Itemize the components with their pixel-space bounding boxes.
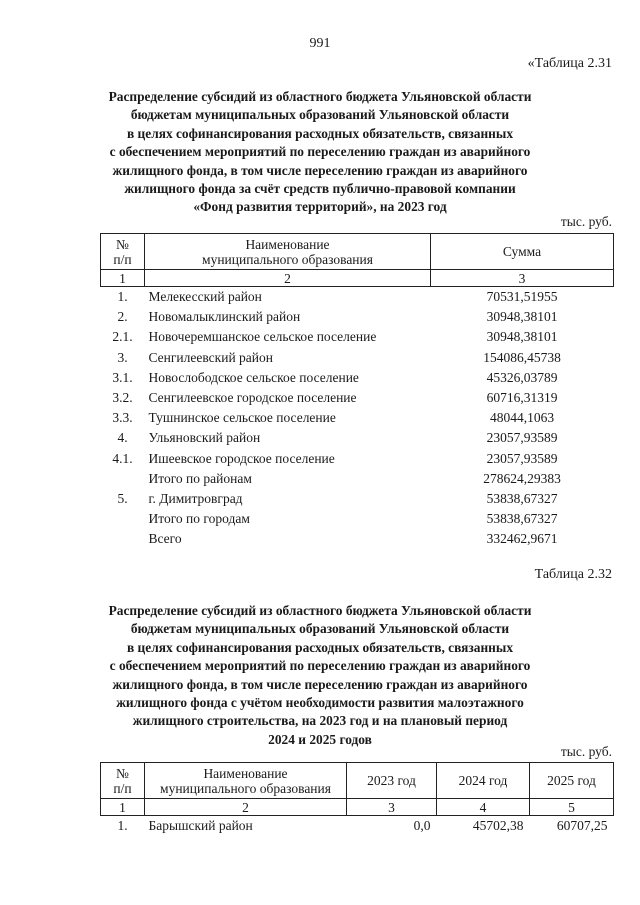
row-sum: 53838,67327: [486, 511, 558, 527]
header-num: [101, 234, 145, 270]
table-row: [101, 348, 614, 368]
title-line: жилищного фонда, в том числе переселению граждан из аварийного: [112, 676, 528, 692]
table-2-title: [100, 602, 540, 749]
column-number: 5: [530, 799, 614, 816]
column-number: 3: [347, 799, 437, 816]
row-number: 3.: [117, 349, 128, 365]
header-num-label: № п/п: [113, 765, 132, 796]
row-name: Новослободское сельское поселение: [148, 369, 359, 385]
column-number: 1: [101, 270, 145, 287]
row-number: [101, 469, 145, 489]
column-number: 4: [437, 799, 530, 816]
table-total-row: [101, 469, 614, 489]
table-2-unit: тыс. руб.: [560, 744, 612, 759]
table-row: [101, 287, 614, 308]
column-number: 2: [145, 270, 431, 287]
row-number: 3.2.: [112, 390, 133, 406]
column-number: 2: [145, 799, 347, 816]
row-number: [101, 529, 145, 549]
row-name: г. Димитровград: [148, 490, 243, 506]
header-2023: [347, 763, 437, 799]
column-number: 1: [101, 799, 145, 816]
row-sum: 30948,38101: [486, 329, 558, 345]
row-number: 4.1.: [112, 450, 133, 466]
title-line: жилищного фонда с учётом необходимости развития малоэтажного: [116, 695, 524, 711]
row-sum: 278624,29383: [483, 470, 561, 486]
table-1-unit: тыс. руб.: [560, 214, 612, 229]
header-2025-label: 2025 год: [547, 773, 596, 788]
header-2024: [437, 763, 530, 799]
row-sum: 30948,38101: [486, 309, 558, 325]
row-number: [101, 509, 145, 529]
table-1-column-numbers: [101, 270, 614, 287]
row-number: 4.: [117, 430, 128, 446]
table-row: [101, 368, 614, 388]
row-number: 2.: [117, 309, 128, 325]
table-2-header-row: [101, 763, 614, 799]
header-sum: [431, 234, 614, 270]
title-line: в целях софинансирования расходных обязательств, связанных: [126, 639, 514, 655]
row-2025: 60707,25: [556, 818, 608, 834]
table-2-reference: Таблица 2.32: [534, 567, 612, 582]
row-name: Мелекесский район: [148, 289, 262, 305]
header-name: [145, 234, 431, 270]
row-sum: 332462,9671: [486, 531, 558, 547]
row-sum: 48044,1063: [489, 410, 555, 426]
page-number: 991: [309, 36, 331, 51]
row-2023: 0,0: [413, 818, 431, 834]
row-sum: 60716,31319: [486, 390, 558, 406]
header-num-label: № п/п: [113, 236, 132, 267]
header-name-label: Наименование муниципального образования: [202, 236, 373, 267]
row-sum: 23057,93589: [486, 450, 558, 466]
row-sum: 154086,45738: [483, 349, 561, 365]
title-line: бюджетам муниципальных образований Ульяновской области: [130, 621, 510, 637]
row-number: 3.1.: [112, 369, 133, 385]
title-line: Распределение субсидий из областного бюджета Ульяновской области: [108, 89, 532, 104]
row-2024: 45702,38: [472, 818, 524, 834]
header-2023-label: 2023 год: [367, 773, 416, 788]
title-line: 2024 и 2025 годов: [268, 731, 372, 747]
row-number: 1.: [117, 289, 128, 305]
table-1: [100, 233, 614, 549]
table-total-row: [101, 529, 614, 549]
table-2-body: [101, 816, 614, 837]
table-1-title: [100, 88, 540, 217]
table-1-body: [101, 287, 614, 550]
row-sum: 23057,93589: [486, 430, 558, 446]
table-row: [101, 816, 614, 837]
row-sum: 45326,03789: [486, 369, 558, 385]
row-name: Итого по районам: [148, 470, 252, 486]
header-name: [145, 763, 347, 799]
table-1-header-row: [101, 234, 614, 270]
table-row: [101, 307, 614, 327]
row-name: Новочеремшанское сельское поселение: [148, 329, 377, 345]
table-row: [101, 428, 614, 448]
row-number: 3.3.: [112, 410, 133, 426]
row-number: 2.1.: [112, 329, 133, 345]
table-1-reference: «Таблица 2.31: [527, 56, 612, 71]
row-number: 5.: [117, 490, 128, 506]
table-row: [101, 327, 614, 347]
header-2024-label: 2024 год: [458, 773, 508, 788]
table-row: [101, 408, 614, 428]
title-line: бюджетам муниципальных образований Ульяновской области: [130, 107, 510, 123]
title-line: жилищного фонда, в том числе переселению граждан из аварийного: [112, 162, 528, 178]
title-line: в целях софинансирования расходных обязательств, связанных: [126, 125, 514, 141]
table-2-column-numbers: [101, 799, 614, 816]
title-line: жилищного строительства, на 2023 год и на плановый период: [132, 713, 508, 729]
row-name: Ульяновский район: [148, 430, 261, 446]
header-sum-label: Сумма: [502, 244, 542, 259]
row-name: Барышский район: [148, 818, 253, 834]
row-name: Всего: [148, 531, 182, 547]
row-sum: 70531,51955: [486, 289, 558, 305]
header-2025: [530, 763, 614, 799]
row-name: Ишеевское городское поселение: [148, 450, 335, 466]
title-line: с обеспечением мероприятий по переселению граждан из аварийного: [109, 658, 531, 674]
column-number: 3: [431, 270, 614, 287]
row-name: Сенгилеевский район: [148, 349, 273, 365]
title-line: жилищного фонда за счёт средств публично-правовой компании: [124, 181, 516, 197]
row-name: Тушнинское сельское поселение: [148, 410, 336, 426]
table-row: [101, 449, 614, 469]
row-number: 1.: [117, 818, 128, 834]
title-line: Распределение субсидий из областного бюджета Ульяновской области: [108, 603, 532, 618]
header-name-label: Наименование муниципального образования: [160, 765, 331, 796]
table-2: [100, 762, 614, 836]
table-row: [101, 388, 614, 408]
row-name: Итого по городам: [148, 511, 250, 527]
table-row: [101, 489, 614, 509]
header-num: [101, 763, 145, 799]
row-name: Сенгилеевское городское поселение: [148, 390, 357, 406]
title-line: «Фонд развития территорий», на 2023 год: [193, 199, 447, 215]
title-line: с обеспечением мероприятий по переселению граждан из аварийного: [109, 144, 531, 160]
row-sum: 53838,67327: [486, 490, 558, 506]
row-name: Новомалыклинский район: [148, 309, 301, 325]
table-total-row: [101, 509, 614, 529]
